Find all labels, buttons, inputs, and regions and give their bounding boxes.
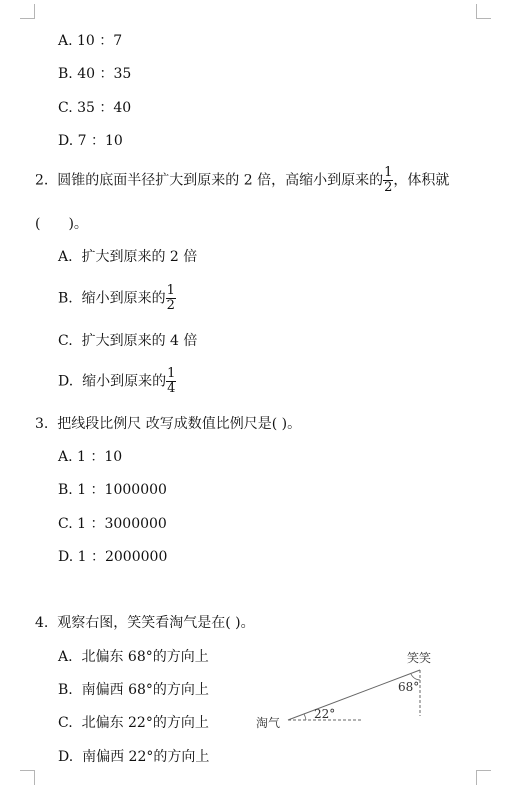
q2-option-b: B. 缩小到原来的 $\frac{1}{2}$ <box>58 283 175 313</box>
sightline <box>288 670 420 720</box>
angle-22-label: 22° <box>314 707 336 721</box>
q3-stem: 3. 把线段比例尺 改写成数值比例尺是( )。 <box>35 416 302 432</box>
angle-arc-bottom <box>304 714 306 720</box>
page-corner-mark <box>476 770 491 785</box>
page-corner-mark <box>20 4 35 19</box>
label-xiaoxiao: 笑笑 <box>407 651 432 665</box>
q1-option-d: D. 7 ：10 <box>58 133 123 149</box>
q2-fraction: $\frac{1}{2}$ <box>384 165 393 195</box>
q2-answer-blank: ( )。 <box>35 216 88 232</box>
q4-option-c: C. 北偏东 22°的方向上 <box>58 715 209 731</box>
q3-option-b: B. 1 ：1000000 <box>58 482 167 498</box>
q2-stem: 2. 圆锥的底面半径扩大到原来的 2 倍，高缩小到原来的 $\frac{1}{2}$ ，体积就 <box>35 165 450 195</box>
q1-option-c: C. 35 ：40 <box>58 100 132 116</box>
q1-option-a: A. 10 ：7 <box>58 33 123 49</box>
q2-option-c: C. 扩大到原来的 4 倍 <box>58 333 198 349</box>
q4-stem: 4. 观察右图，笑笑看淘气是在( )。 <box>35 615 255 631</box>
q2-option-d-fraction: $\frac{1}{4}$ <box>167 366 176 396</box>
direction-diagram <box>250 648 440 748</box>
q4-option-d: D. 南偏西 22°的方向上 <box>58 749 210 765</box>
q2-option-a: A. 扩大到原来的 2 倍 <box>58 249 198 265</box>
q2-option-d: D. 缩小到原来的 $\frac{1}{4}$ <box>58 366 176 396</box>
q3-option-c: C. 1 ：3000000 <box>58 516 167 532</box>
angle-68-label: 68° <box>398 680 420 694</box>
direction-diagram-svg <box>250 648 440 748</box>
page-corner-mark <box>20 770 35 785</box>
q4-option-a: A. 北偏东 68°的方向上 <box>58 649 209 665</box>
q3-option-d: D. 1 ：2000000 <box>58 549 168 565</box>
q1-option-b: B. 40 ：35 <box>58 66 132 82</box>
q3-option-a: A. 1 ：10 <box>58 449 123 465</box>
label-taoqi: 淘气 <box>256 716 281 730</box>
page-corner-mark <box>476 4 491 19</box>
q2-option-b-fraction: $\frac{1}{2}$ <box>166 283 175 313</box>
q4-option-b: B. 南偏西 68°的方向上 <box>58 682 209 698</box>
